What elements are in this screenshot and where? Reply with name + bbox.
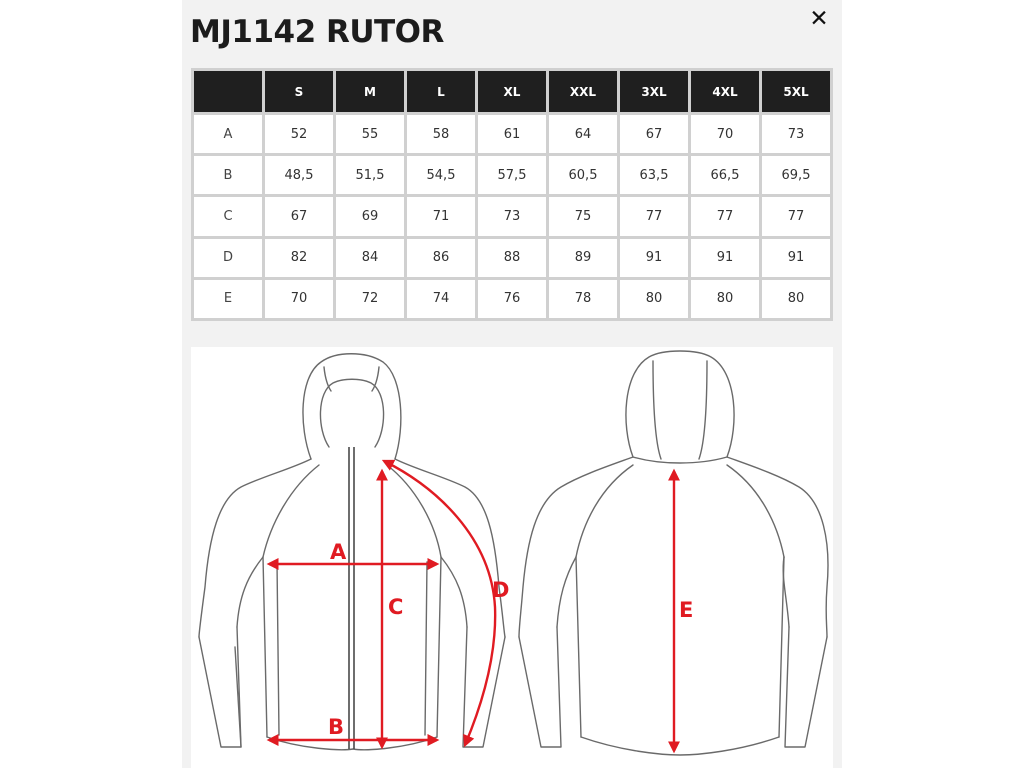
table-cell: 80 (691, 280, 759, 318)
table-cell: 78 (549, 280, 617, 318)
table-cell: 66,5 (691, 156, 759, 194)
table-cell: 77 (762, 197, 830, 235)
row-label: B (194, 156, 262, 194)
table-cell: 77 (691, 197, 759, 235)
table-row (194, 156, 830, 194)
row-label: E (194, 280, 262, 318)
table-cell: 60,5 (549, 156, 617, 194)
table-cell: 91 (762, 239, 830, 277)
row-label: A (194, 115, 262, 153)
table-cell: 88 (478, 239, 546, 277)
table-cell: 63,5 (620, 156, 688, 194)
table-cell: 69 (336, 197, 404, 235)
table-cell: 70 (265, 280, 333, 318)
table-cell: 70 (691, 115, 759, 153)
table-row (194, 197, 830, 235)
table-header-cell: M (336, 71, 404, 112)
table-header-cell: 4XL (691, 71, 759, 112)
table-cell: 55 (336, 115, 404, 153)
table-row (194, 280, 830, 318)
measure-label-b: B (328, 715, 345, 739)
table-cell: 76 (478, 280, 546, 318)
table-header-cell (194, 71, 262, 112)
table-cell: 69,5 (762, 156, 830, 194)
table-cell: 84 (336, 239, 404, 277)
size-table (191, 68, 833, 321)
table-cell: 58 (407, 115, 475, 153)
table-header-cell: 5XL (762, 71, 830, 112)
table-header-row (194, 71, 830, 112)
jacket-drawing (191, 347, 833, 768)
table-cell: 73 (478, 197, 546, 235)
measure-b (269, 715, 437, 740)
table-cell: 73 (762, 115, 830, 153)
table-cell: 57,5 (478, 156, 546, 194)
row-label: D (194, 239, 262, 277)
table-header-cell: L (407, 71, 475, 112)
table-header-cell: 3XL (620, 71, 688, 112)
table-cell: 61 (478, 115, 546, 153)
table-header-cell: XXL (549, 71, 617, 112)
table-cell: 51,5 (336, 156, 404, 194)
table-cell: 52 (265, 115, 333, 153)
table-cell: 67 (620, 115, 688, 153)
table-cell: 77 (620, 197, 688, 235)
table-row (194, 115, 830, 153)
table-cell: 89 (549, 239, 617, 277)
product-title: MJ1142 RUTOR (190, 14, 444, 50)
measure-label-e: E (679, 598, 694, 622)
measure-label-d: D (492, 578, 510, 602)
measure-c (382, 471, 403, 747)
table-cell: 91 (620, 239, 688, 277)
close-button[interactable]: ✕ (806, 4, 832, 34)
table-cell: 72 (336, 280, 404, 318)
table-cell: 67 (265, 197, 333, 235)
measure-label-a: A (330, 540, 347, 564)
measure-e (674, 471, 693, 751)
table-cell: 71 (407, 197, 475, 235)
table-cell: 74 (407, 280, 475, 318)
table-cell: 48,5 (265, 156, 333, 194)
measurement-diagram (191, 347, 833, 768)
table-cell: 91 (691, 239, 759, 277)
measure-label-c: C (388, 595, 404, 619)
table-cell: 54,5 (407, 156, 475, 194)
table-row (194, 239, 830, 277)
table-cell: 86 (407, 239, 475, 277)
table-cell: 64 (549, 115, 617, 153)
measure-a (269, 540, 437, 564)
table-cell: 75 (549, 197, 617, 235)
table-header-cell: XL (478, 71, 546, 112)
row-label: C (194, 197, 262, 235)
jacket-front (199, 354, 505, 750)
table-cell: 82 (265, 239, 333, 277)
table-header-cell: S (265, 71, 333, 112)
table-cell: 80 (620, 280, 688, 318)
table-cell: 80 (762, 280, 830, 318)
